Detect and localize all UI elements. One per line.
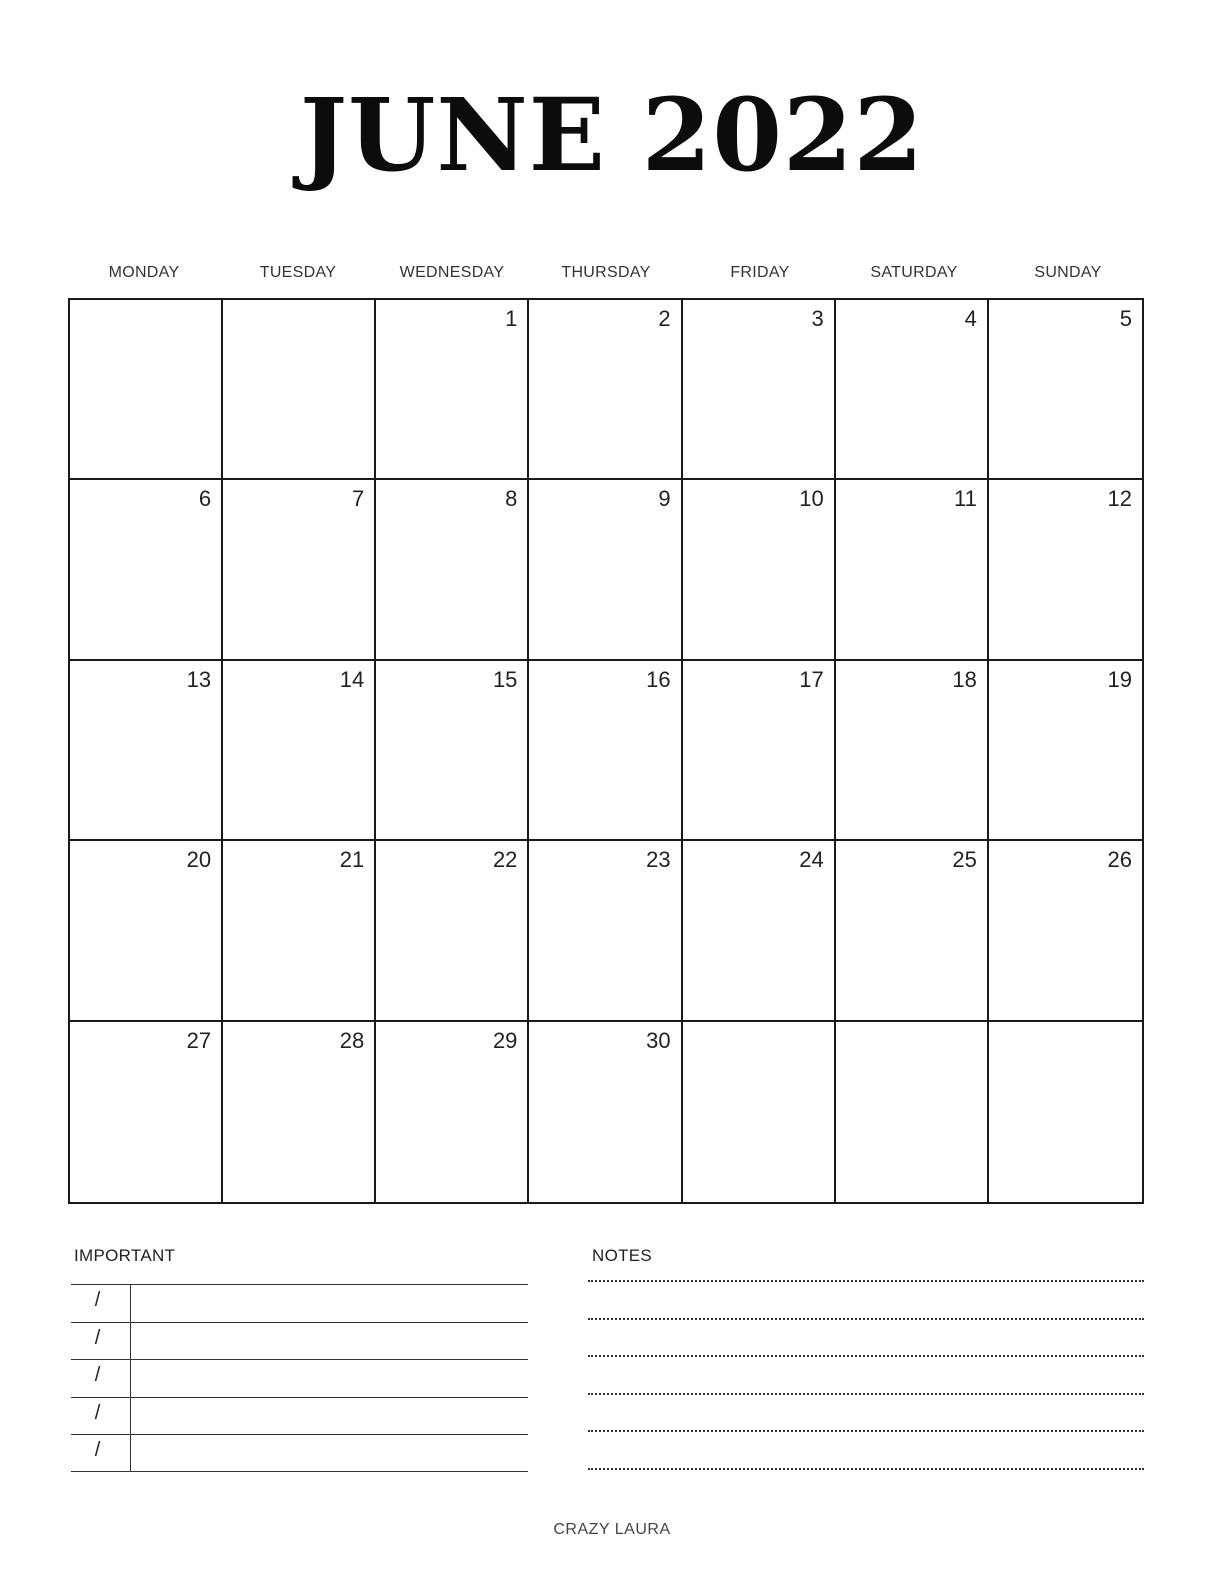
day-number: 11	[954, 486, 977, 512]
note-line[interactable]	[588, 1280, 1144, 1318]
day-number: 13	[186, 666, 212, 692]
day-cell[interactable]	[989, 480, 1142, 660]
day-number: 5	[1119, 306, 1132, 331]
day-cell[interactable]	[529, 480, 682, 660]
day-number: 10	[799, 486, 824, 512]
weekday-label: TUESDAY	[259, 264, 337, 281]
note-line[interactable]	[588, 1393, 1144, 1431]
weekday-label: THURSDAY	[561, 264, 651, 281]
day-cell[interactable]	[529, 300, 682, 480]
day-cell[interactable]	[223, 661, 376, 841]
important-text-field[interactable]	[131, 1360, 528, 1397]
note-line[interactable]	[588, 1430, 1144, 1468]
day-number: 28	[339, 1027, 365, 1053]
day-cell[interactable]	[989, 661, 1142, 841]
day-number: 25	[952, 847, 977, 873]
day-number: 9	[658, 486, 671, 512]
day-number: 24	[799, 847, 824, 873]
important-row	[71, 1284, 528, 1322]
day-cell[interactable]	[70, 300, 223, 480]
day-number: 8	[505, 486, 518, 512]
day-number: 7	[352, 486, 365, 512]
day-cell[interactable]	[836, 1022, 989, 1202]
day-number: 22	[492, 847, 518, 873]
day-number: 23	[646, 847, 671, 873]
weekday-label: WEDNESDAY	[399, 264, 505, 281]
day-cell[interactable]	[836, 300, 989, 480]
weekday-label: FRIDAY	[730, 264, 790, 281]
day-cell[interactable]	[529, 661, 682, 841]
important-date-field[interactable]: /	[71, 1285, 131, 1322]
important-text-field[interactable]	[131, 1435, 528, 1471]
day-number: 29	[492, 1027, 518, 1053]
day-number: 4	[964, 306, 977, 331]
day-number: 26	[1107, 847, 1132, 873]
day-cell[interactable]	[683, 841, 836, 1021]
day-number: 17	[799, 666, 824, 692]
day-number: 18	[952, 666, 977, 692]
day-number: 3	[811, 306, 824, 331]
note-line[interactable]	[588, 1355, 1144, 1393]
important-text-field[interactable]	[131, 1398, 528, 1435]
day-cell[interactable]	[70, 480, 223, 660]
footer-brand: CRAZY LAURA	[553, 1521, 671, 1538]
calendar-grid	[68, 298, 1144, 1204]
day-cell[interactable]	[70, 1022, 223, 1202]
note-line[interactable]	[588, 1468, 1144, 1506]
day-cell[interactable]	[376, 841, 529, 1021]
day-cell[interactable]	[529, 841, 682, 1021]
important-row	[71, 1397, 528, 1435]
day-number: 27	[186, 1027, 212, 1053]
day-number: 16	[646, 666, 671, 692]
day-number: 21	[339, 847, 365, 873]
important-text-field[interactable]	[131, 1323, 528, 1360]
important-date-field[interactable]: /	[71, 1323, 131, 1360]
day-cell[interactable]	[529, 1022, 682, 1202]
note-line[interactable]	[588, 1318, 1144, 1356]
important-text-field[interactable]	[131, 1285, 528, 1322]
day-cell[interactable]	[376, 300, 529, 480]
day-cell[interactable]	[683, 661, 836, 841]
day-number: 12	[1107, 486, 1132, 512]
day-cell[interactable]	[223, 1022, 376, 1202]
important-row	[71, 1322, 528, 1360]
important-date-field[interactable]: /	[71, 1435, 131, 1471]
day-number: 30	[646, 1027, 671, 1053]
day-cell[interactable]	[836, 661, 989, 841]
important-table	[71, 1284, 528, 1472]
important-row	[71, 1434, 528, 1472]
important-row	[71, 1359, 528, 1397]
important-date-field[interactable]: /	[71, 1360, 131, 1397]
day-cell[interactable]	[683, 1022, 836, 1202]
day-cell[interactable]	[223, 480, 376, 660]
day-cell[interactable]	[683, 300, 836, 480]
important-label: IMPORTANT	[74, 1246, 176, 1265]
day-cell[interactable]	[376, 480, 529, 660]
notes-label: NOTES	[592, 1246, 653, 1265]
day-cell[interactable]	[989, 841, 1142, 1021]
day-number: 14	[339, 666, 365, 692]
day-cell[interactable]	[223, 300, 376, 480]
day-number: 2	[658, 306, 671, 331]
notes-lines	[588, 1280, 1144, 1505]
weekday-header	[67, 262, 1145, 284]
weekday-label: SUNDAY	[1034, 264, 1102, 281]
day-number: 6	[198, 486, 212, 512]
day-cell[interactable]	[989, 1022, 1142, 1202]
day-cell[interactable]	[70, 661, 223, 841]
day-number: 15	[492, 666, 518, 692]
day-number: 20	[186, 847, 212, 873]
weekday-label: MONDAY	[108, 264, 180, 281]
weekday-label: SATURDAY	[870, 264, 958, 281]
day-cell[interactable]	[376, 1022, 529, 1202]
day-number: 19	[1107, 666, 1132, 692]
day-cell[interactable]	[70, 841, 223, 1021]
day-cell[interactable]	[376, 661, 529, 841]
day-cell[interactable]	[683, 480, 836, 660]
day-cell[interactable]	[989, 300, 1142, 480]
day-number: 1	[505, 306, 518, 331]
important-date-field[interactable]: /	[71, 1398, 131, 1435]
day-cell[interactable]	[836, 480, 989, 660]
day-cell[interactable]	[223, 841, 376, 1021]
day-cell[interactable]	[836, 841, 989, 1021]
page-title: JUNE 2022	[299, 76, 925, 194]
